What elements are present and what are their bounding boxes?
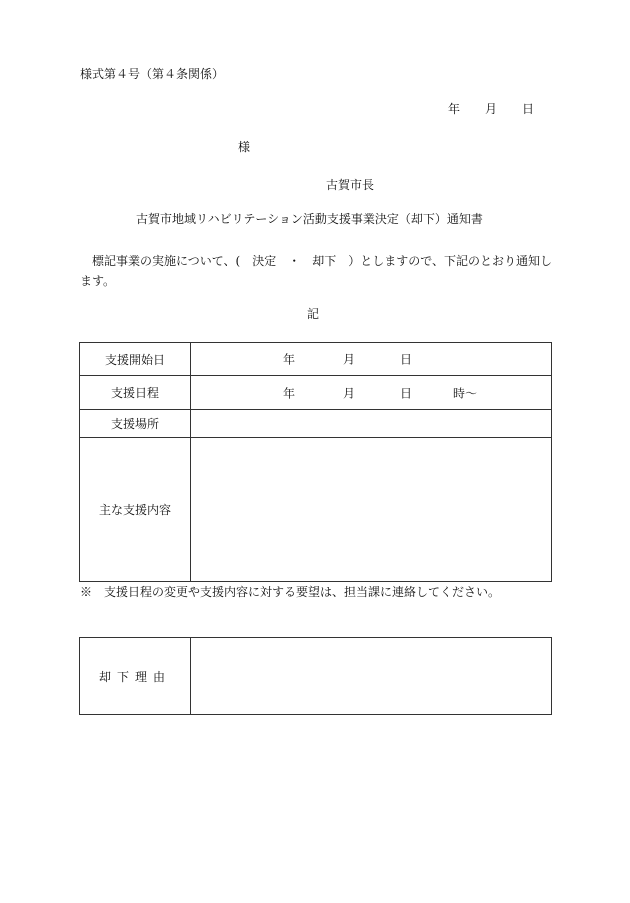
- start-day-label: 日: [400, 352, 413, 367]
- schedule-year-label: 年: [283, 386, 296, 400]
- support-content-label: 主な支援内容: [80, 438, 191, 582]
- support-details-table: [79, 342, 552, 582]
- start-month-label: 月: [343, 352, 356, 367]
- ki-heading: 記: [307, 307, 320, 321]
- support-schedule-label: 支援日程: [80, 376, 191, 410]
- rejection-reason-field[interactable]: [191, 638, 552, 715]
- note-text: ※ 支援日程の変更や支援内容に対する要望は、担当課に連絡してください。: [80, 585, 501, 599]
- rejection-reason-text: 却下理由: [98, 669, 171, 684]
- table-row: [80, 638, 552, 715]
- rejection-reason-label: [80, 638, 191, 715]
- schedule-month-label: 月: [343, 386, 356, 400]
- table-row: [80, 343, 552, 376]
- addressee-suffix: 様: [238, 140, 251, 154]
- date-day-label: 日: [522, 102, 535, 116]
- support-content-field[interactable]: [191, 438, 552, 582]
- support-start-date-label: 支援開始日: [80, 343, 191, 376]
- support-schedule-field[interactable]: [191, 376, 552, 410]
- date-month-label: 月: [485, 102, 498, 116]
- schedule-time-label: 時～: [453, 386, 478, 400]
- table-row: [80, 376, 552, 410]
- issuer: 古賀市長: [326, 178, 375, 192]
- body-text-block: [80, 251, 554, 291]
- support-location-label: 支援場所: [80, 410, 191, 438]
- rejection-table: [79, 637, 552, 715]
- table-row: [80, 410, 552, 438]
- support-location-field[interactable]: [191, 410, 552, 438]
- schedule-day-label: 日: [400, 386, 413, 400]
- form-number: 様式第４号（第４条関係）: [80, 67, 225, 81]
- support-start-date-field[interactable]: [191, 343, 552, 376]
- date-year-label: 年: [448, 102, 461, 116]
- document-title: 古賀市地域リハビリテーション活動支援事業決定（却下）通知書: [136, 212, 483, 226]
- start-year-label: 年: [283, 352, 296, 367]
- body-text: 標記事業の実施について、( 決定 ・ 却下 ）としますので、下記のとおり通知します。: [80, 254, 552, 288]
- table-row: [80, 438, 552, 582]
